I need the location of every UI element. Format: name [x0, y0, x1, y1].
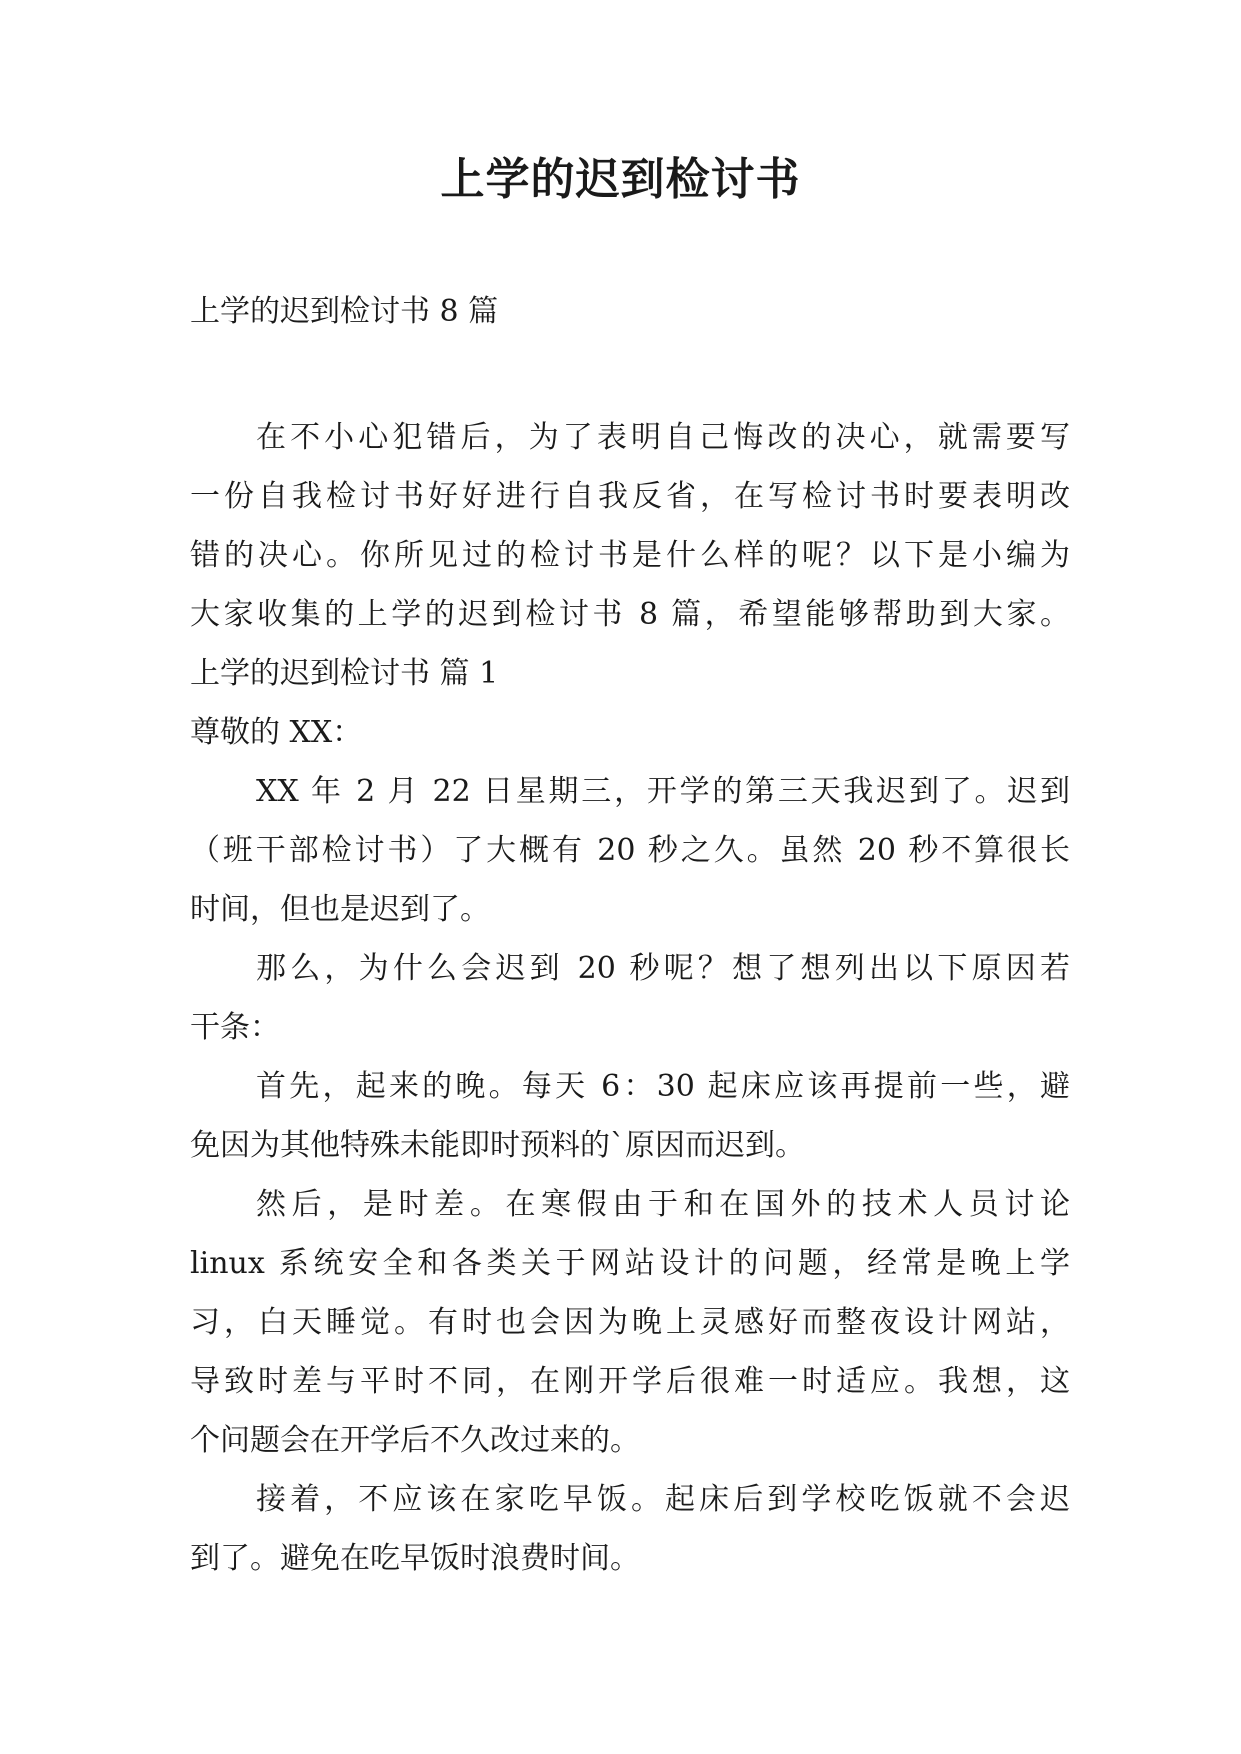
text-line: 尊敬的 XX：	[190, 715, 363, 750]
document-title: 上学的迟到检讨书	[440, 154, 801, 205]
text-line: 一份自我检讨书好好进行自我反省，在写检讨书时要表明改	[190, 479, 1070, 514]
text-line: 然后，是时差。在寒假由于和在国外的技术人员讨论	[256, 1187, 1070, 1222]
text-line: 大家收集的上学的迟到检讨书 8 篇，希望能够帮助到大家。	[190, 597, 1070, 632]
text-line: 时间，但也是迟到了。	[190, 892, 490, 927]
text-line: 免因为其他特殊未能即时预料的`原因而迟到。	[190, 1128, 805, 1163]
text-line: XX 年 2 月 22 日星期三，开学的第三天我迟到了。迟到	[256, 774, 1070, 809]
text-line: 个问题会在开学后不久改过来的。	[190, 1423, 640, 1458]
text-line: 到了。避免在吃早饭时浪费时间。	[190, 1541, 640, 1576]
text-line: 在不小心犯错后，为了表明自己悔改的决心，就需要写	[256, 420, 1070, 455]
text-line: 错的决心。你所见过的检讨书是什么样的呢？以下是小编为	[190, 538, 1070, 573]
text-line: 那么，为什么会迟到 20 秒呢？想了想列出以下原因若	[256, 951, 1070, 986]
text-line: 习，白天睡觉。有时也会因为晚上灵感好而整夜设计网站，	[190, 1305, 1070, 1340]
text-line: 干条：	[190, 1010, 280, 1045]
text-line: （班干部检讨书）了大概有 20 秒之久。虽然 20 秒不算很长	[190, 833, 1070, 868]
document-subtitle: 上学的迟到检讨书 8 篇	[190, 294, 499, 329]
text-line: 接着，不应该在家吃早饭。起床后到学校吃饭就不会迟	[256, 1482, 1070, 1517]
document-body	[190, 408, 1070, 1588]
text-line: linux 系统安全和各类关于网站设计的问题，经常是晚上学	[190, 1246, 1070, 1281]
text-line: 导致时差与平时不同，在刚开学后很难一时适应。我想，这	[190, 1364, 1070, 1399]
text-line: 首先，起来的晚。每天 6：30 起床应该再提前一些，避	[256, 1069, 1070, 1104]
text-line: 上学的迟到检讨书 篇 1	[190, 656, 499, 691]
